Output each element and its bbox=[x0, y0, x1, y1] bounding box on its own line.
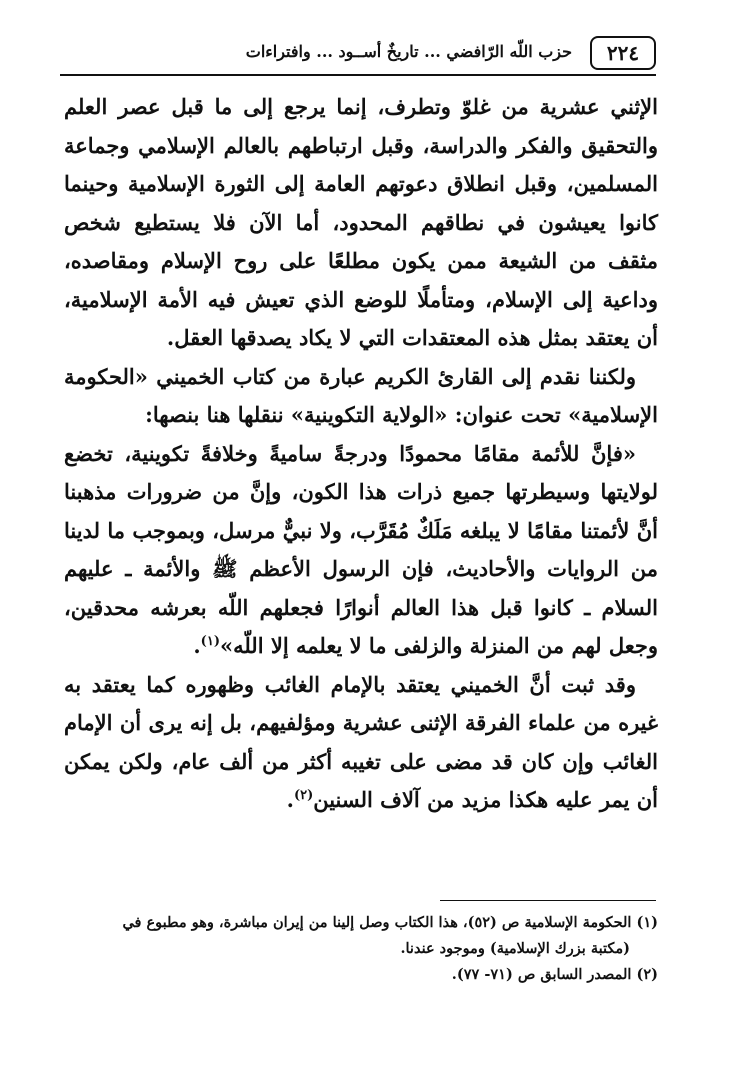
body-text bbox=[64, 88, 658, 820]
footnote-1 bbox=[64, 910, 658, 936]
page-number: ٢٢٤ bbox=[590, 36, 656, 70]
footnote-rule bbox=[440, 900, 656, 901]
footnote-2-line-1: (٢) المصدر السابق ص (٧١- ٧٧). bbox=[451, 966, 658, 983]
footnote-1-line-1: (١) الحكومة الإسلامية ص (٥٢)، هذا الكتاب وصل إلينا من إيران مباشرة، وهو مطبوع في bbox=[122, 914, 658, 931]
paragraph-2-text: ولكننا نقدم إلى القارئ الكريم عبارة من كتاب الخميني «الحكومة الإسلامية» تحت عنوان: «الولاية التكوينية» ننقلها هنا بنصها: bbox=[64, 363, 658, 427]
footnote-marker-2: (٢) bbox=[293, 788, 314, 803]
paragraph-4-text: وقد ثبت أنَّ الخميني يعتقد بالإمام الغائب وظهوره كما يعتقد به غيره من علماء الفرقة الإثنى عشرية ومؤلفيهم، بل إنه يرى أن الإمام الغائب وإن كان قد مضى على تغيبه أكثر من ألف عام، ولكن يمكن أن يمر عليه هكذا مزيد من آلاف السنين bbox=[64, 671, 658, 812]
paragraph-1-text: الإثني عشرية من غلوّ وتطرف، إنما يرجع إلى ما قبل عصر العلم والتحقيق والفكر والدراسة، وقبل ارتباطهم بالعالم الإسلامي وجماعة المسلمين، وقبل انطلاق دعوتهم العامة إلى الثورة الإسلامية وحينما كانوا يعيشون في نطاقهم المحدود، أما الآن فلا يستطيع شخص مثقف من الشيعة ممن يكون مطلعًا على روح الإسلام ومقاصده، وداعية إلى الإسلام، ومتأملًا للوضع الذي تعيش فيه الأمة الإسلامية، أن يعتقد بمثل هذه المعتقدات التي لا يكاد يصدقها العقل. bbox=[64, 94, 658, 350]
footnote-2 bbox=[64, 962, 658, 988]
paragraph-3-text: «فإنَّ للأئمة مقامًا محمودًا ودرجةً ساميةً وخلافةً تكوينية، تخضع لولايتها وسيطرتها جميع ذرات هذا الكون، وإنَّ من ضرورات مذهبنا أنَّ لأئمتنا مقامًا لا يبلغه مَلَكٌ مُقَرَّب، ولا نبيٌّ مرسل، وبموجب ما لدينا من الروايات والأحاديث، فإن الرسول الأعظم ﷺ والأئمة ـ عليهم السلام ـ كانوا قبل هذا العالم أنوارًا فجعلهم اللّه بعرشه محدقين، وجعل لهم من المنزلة والزلفى ما لا يعلمه إلا اللّه» bbox=[64, 440, 658, 658]
paragraph-3-quote: «فإنَّ للأئمة مقامًا محمودًا ودرجةً ساميةً وخلافةً تكوينية، تخضع لولايتها وسيطرتها جميع ذرات هذا الكون، وإنَّ من ضرورات مذهبنا أنَّ لأئمتنا مقامًا لا يبلغه مَلَكٌ مُقَرَّب، ولا نبيٌّ مرسل، وبموجب ما لدينا من الروايات والأحاديث، فإن الرسول الأعظم ﷺ والأئمة ـ عليهم السلام ـ كانوا قبل هذا العالم أنوارًا فجعلهم اللّه بعرشه محدقين، وجعل لهم من المنزلة والزلفى ما لا يعلمه إلا اللّه»$^{(١)}$. bbox=[64, 440, 658, 658]
paragraph-1 bbox=[64, 88, 658, 358]
page-header bbox=[60, 36, 656, 78]
footnote-1-continued bbox=[64, 936, 658, 962]
running-title: حزب اللّه الرّافضي ... تاريخٌ أســود ... وافتراءات bbox=[245, 42, 572, 61]
header-rule bbox=[60, 74, 656, 76]
paragraph-4: وقد ثبت أنَّ الخميني يعتقد بالإمام الغائب وظهوره كما يعتقد به غيره من علماء الفرقة الإثنى عشرية ومؤلفيهم، بل إنه يرى أن الإمام الغائب وإن كان قد مضى على تغيبه أكثر من ألف عام، ولكن يمكن أن يمر عليه هكذا مزيد من آلاف السنين$^{(٢)}$. bbox=[64, 671, 658, 812]
paragraph-2 bbox=[64, 358, 658, 435]
footnotes bbox=[64, 910, 658, 988]
footnote-1-line-2: (مكتبة بزرك الإسلامية) وموجود عندنا. bbox=[400, 940, 630, 957]
footnote-marker-1: (١) bbox=[200, 634, 220, 649]
